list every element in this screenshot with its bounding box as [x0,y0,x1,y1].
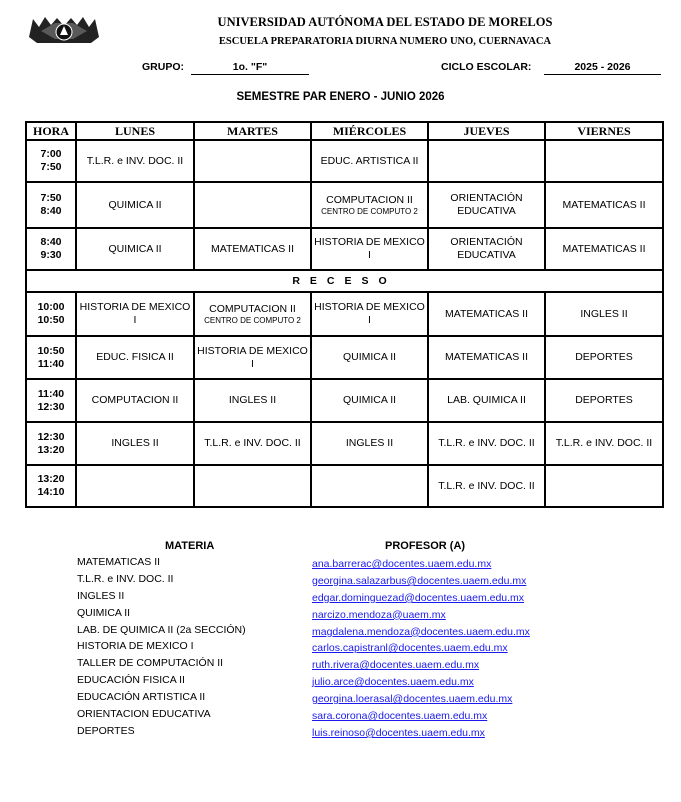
profesor-email-link[interactable]: georgina.loerasal@docentes.uaem.edu.mx [312,693,513,706]
class-cell [311,465,428,507]
university-title: UNIVERSIDAD AUTÓNOMA DEL ESTADO DE MORELOS [217,15,553,29]
header-miercoles: MIÉRCOLES [311,122,428,140]
schedule-row [26,465,663,507]
time-cell [26,228,76,270]
subject-text: QUIMICA II [108,198,162,211]
materia-item: TALLER DE COMPUTACIÓN II [77,657,224,670]
class-cell [76,465,194,507]
university-logo-icon [27,15,101,47]
class-cell [76,379,194,422]
materia-item: MATEMATICAS II [77,556,161,568]
schedule-row [26,228,663,270]
class-cell [194,182,311,228]
room-text: CENTRO DE COMPUTO 2 [321,206,418,216]
subject-text: MATEMATICAS II [562,198,646,211]
materia-list [77,554,246,740]
schedule-header-row [26,122,663,140]
profesor-header: PROFESOR (A) [385,540,466,552]
subject-text: HISTORIA DE MEXICO I [314,301,425,326]
class-cell [311,140,428,182]
time-cell [26,379,76,422]
time-start: 7:50 [40,192,62,204]
subject-text: T.L.R. e INV. DOC. II [555,437,653,449]
subject-text: MATEMATICAS II [444,351,529,363]
time-cell [26,336,76,379]
time-end: 14:10 [37,486,65,498]
ciclo-label: CICLO ESCOLAR: [441,61,532,73]
profesor-email-link[interactable]: ruth.rivera@docentes.uaem.edu.mx [312,659,480,672]
header-martes: MARTES [194,122,311,140]
class-cell [194,379,311,422]
header-jueves: JUEVES [428,122,545,140]
subject-text: MATEMATICAS II [444,307,529,320]
schedule-body [26,140,663,507]
subject-text: HISTORIA DE MEXICO I [314,236,425,261]
subject-text: DEPORTES [575,394,633,406]
materia-item: DEPORTES [77,724,135,737]
subject-text: HISTORIA DE MEXICO I [79,301,191,326]
time-cell [26,465,76,507]
class-cell [311,292,428,336]
class-cell [311,336,428,379]
subject-text: T.L.R. e INV. DOC. II [438,437,535,449]
subject-text: QUIMICA II [342,351,397,363]
time-end: 9:30 [40,249,62,261]
materia-item: LAB. DE QUIMICA II (2a SECCIÓN) [77,623,246,636]
class-cell [545,379,663,422]
receso-label: RECESO [26,270,663,292]
subject-text: T.L.R. e INV. DOC. II [86,154,184,167]
subject-text: COMPUTACION II [326,193,413,206]
class-cell [545,336,663,379]
time-end: 13:20 [37,443,65,456]
subject-text: LAB. QUIMICA II [447,394,526,406]
schedule-row [26,140,663,182]
room-text: CENTRO DE COMPUTO 2 [204,315,301,325]
class-cell [76,182,194,228]
class-cell [194,228,311,270]
time-end: 8:40 [40,205,62,217]
class-cell [194,140,311,182]
subject-text: ORIENTACIÓN EDUCATIVA [450,236,523,261]
subject-text: EDUC. FISICA II [96,351,174,363]
class-cell [76,228,194,270]
materia-item: EDUCACIÓN FISICA II [77,674,185,687]
profesor-email-link[interactable]: georgina.salazarbus@docentes.uaem.edu.mx [312,574,527,587]
materia-item: ORIENTACION EDUCATIVA [77,708,211,721]
class-cell [76,292,194,336]
schedule-row [26,422,663,465]
time-start: 10:50 [37,344,65,357]
profesor-email-link[interactable]: luis.reinoso@docentes.uaem.edu.mx [312,726,485,739]
materia-item: HISTORIA DE MEXICO I [77,640,194,653]
class-cell [311,379,428,422]
profesor-email-link[interactable]: edgar.dominguezad@docentes.uaem.edu.mx [312,591,525,604]
materia-item: QUIMICA II [77,606,131,619]
time-end: 12:30 [37,400,65,413]
time-start: 13:20 [37,473,65,485]
class-cell [428,182,545,228]
ciclo-value: 2025 - 2026 [544,61,661,75]
subject-text: QUIMICA II [342,394,397,406]
time-start: 11:40 [37,387,65,400]
subject-text: COMPUTACION II [209,302,296,315]
profesor-email-link[interactable]: julio.arce@docentes.uaem.edu.mx [312,676,474,689]
class-cell [545,182,663,228]
profesor-email-link[interactable]: sara.corona@docentes.uaem.edu.mx [312,710,488,723]
time-cell [26,292,76,336]
materia-header: MATERIA [165,540,215,552]
subject-text: COMPUTACION II [91,394,179,406]
subject-text: T.L.R. e INV. DOC. II [438,479,535,492]
time-end: 11:40 [37,357,65,370]
time-end: 10:50 [37,314,65,326]
class-cell [194,465,311,507]
subject-text: EDUC. ARTISTICA II [320,154,419,167]
class-cell [545,140,663,182]
class-cell [194,336,311,379]
time-start: 8:40 [40,236,62,248]
class-cell [311,422,428,465]
class-cell [428,228,545,270]
header-hora: HORA [26,122,76,140]
subject-text: INGLES II [580,307,628,320]
time-cell [26,182,76,228]
subject-text: DEPORTES [575,351,633,363]
profesor-email-link[interactable]: carlos.capistranl@docentes.uaem.edu.mx [312,642,508,655]
materia-item: EDUCACIÓN ARTISTICA II [77,691,206,704]
class-cell [545,422,663,465]
header-lunes: LUNES [76,122,194,140]
class-cell [428,292,545,336]
class-cell [428,465,545,507]
time-cell [26,140,76,182]
profesor-email-link[interactable]: ana.barrerac@docentes.uaem.edu.mx [312,558,492,570]
class-cell [545,465,663,507]
class-cell [76,422,194,465]
schedule-row [26,336,663,379]
semester-title: SEMESTRE PAR ENERO - JUNIO 2026 [236,91,445,103]
grupo-label: GRUPO: [142,61,184,73]
header-viernes: VIERNES [545,122,663,140]
profesor-email-link[interactable]: magdalena.mendoza@docentes.uaem.edu.mx [312,625,530,638]
time-start: 10:00 [37,301,65,313]
class-cell [545,292,663,336]
materia-item: INGLES II [77,589,125,602]
subject-text: INGLES II [111,437,159,449]
grupo-value: 1o. "F" [191,61,309,75]
subject-text: ORIENTACIÓN EDUCATIVA [450,192,523,217]
class-cell [76,140,194,182]
subject-text: QUIMICA II [108,242,162,255]
profesor-list [312,556,530,742]
class-cell [194,422,311,465]
schedule-row [26,379,663,422]
subject-text: INGLES II [345,437,394,449]
class-cell [428,422,545,465]
receso-row [26,270,663,292]
subject-text: T.L.R. e INV. DOC. II [204,437,301,449]
class-cell [428,336,545,379]
time-end: 7:50 [40,161,62,173]
class-cell [194,292,311,336]
time-start: 7:00 [40,148,62,160]
class-cell [311,228,428,270]
schedule-table [25,121,664,508]
time-start: 12:30 [37,430,65,443]
class-cell [545,228,663,270]
school-title: ESCUELA PREPARATORIA DIURNA NUMERO UNO, CUERNAVACA [218,36,552,47]
class-cell [311,182,428,228]
schedule-row [26,292,663,336]
time-cell [26,422,76,465]
subject-text: INGLES II [228,394,277,406]
subject-text: MATEMATICAS II [562,242,646,255]
materia-item: T.L.R. e INV. DOC. II [77,572,174,585]
class-cell [428,379,545,422]
schedule-row [26,182,663,228]
subject-text: MATEMATICAS II [210,242,295,255]
subject-text: HISTORIA DE MEXICO I [197,344,308,370]
class-cell [428,140,545,182]
class-cell [76,336,194,379]
profesor-email-link[interactable]: narcizo.mendoza@uaem.mx [312,608,446,621]
